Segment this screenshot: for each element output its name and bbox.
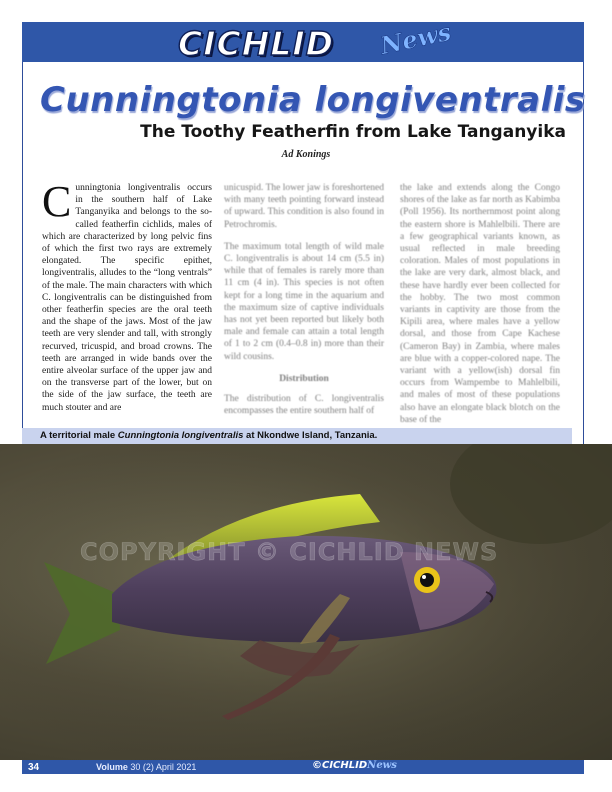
drop-cap: C bbox=[42, 177, 72, 226]
body-paragraph: The maximum total length of wild male C. longiventralis is about 14 cm (5.5 in) while that of females is rarely more than 11 cm (4 in). This species is not often kept for a long time in the aquarium and the maximum size of captive individuals has not yet been reported but likely both male and female can attain a total length of 1 to 2 cm (0.4–0.8 in) more than their wild cousins. bbox=[224, 241, 384, 362]
page-number: 34 bbox=[28, 762, 40, 773]
copyright-watermark: COPYRIGHT © CICHLID NEWS bbox=[80, 538, 499, 566]
masthead-news-script: News bbox=[377, 16, 454, 61]
body-text: unningtonia longiventralis occurs in the southern half of Lake Tanganyika and belongs to the so-called featherfin cichlids, males of which are characterized by long pelvic fins of which the first two rays are extremely elongated. The specific epithet, longiventralis, alludes to the “long ventrals” of the male. The main characters with which C. longiventralis can be distinguished from other featherfin species are the oral teeth and the shape of the jaws. Most of the jaw teeth are very slender and tall, with strongly recurved, tricuspid, and broad crowns. The teeth are arranged in wide bands over the entire alveolar surface of the upper jaw and on the transverse part of the lower, but on the side of the jaw surface, the teeth are much stouter and are bbox=[42, 183, 212, 413]
body-column-2 bbox=[224, 182, 384, 427]
footer-logo: ©CICHLIDNews bbox=[312, 760, 397, 771]
body-paragraph: unicuspid. The lower jaw is foreshortened with many teeth pointing forward instead of upward. This condition is also found in Petrochromis. bbox=[224, 183, 384, 230]
issue-info: Volume 30 (2) April 2021 bbox=[96, 762, 197, 772]
caption-species: Cunningtonia longiventralis bbox=[117, 430, 244, 441]
masthead-logo: CICHLID bbox=[178, 24, 335, 63]
eye-highlight bbox=[422, 575, 426, 579]
body-column-3 bbox=[400, 182, 560, 436]
author-byline: Ad Konings bbox=[281, 149, 331, 160]
fish-illustration bbox=[0, 444, 612, 760]
eye-pupil bbox=[420, 573, 434, 587]
fish-photo bbox=[0, 444, 612, 760]
body-column-1 bbox=[42, 177, 212, 424]
article-title: Cunningtonia longiventralis bbox=[40, 80, 586, 120]
body-paragraph: The distribution of C. longiventralis encompasses the entire southern half of bbox=[224, 394, 384, 417]
article-subtitle: The Toothy Featherfin from Lake Tanganyika bbox=[140, 122, 566, 142]
photo-caption: A territorial male Cunningtonia longiventralis at Nkondwe Island, Tanzania. bbox=[40, 430, 378, 441]
body-paragraph: the lake and extends along the Congo shores of the lake as far north as Kabimba (Poll 1956). Its northernmost point along the eastern shore is Mahlelbili. There are a few geographical variants known, as usual reflected in male breeding coloration. Males of most populations in the lake are very dark, almost black, and these have hardly ever been collected for the hobby. The two most common variants in captivity are those from the Kipili area, where males have a yellow dorsal, and those from Cape Kachese (Cameron Bay) in Zambia, where males are blue with a copper-colored nape. The variant with a yellow(ish) dorsal fin occurs from Wampembe to Mahlelbili, and males of most of these populations also have an elongate black blotch on the base of the bbox=[400, 183, 560, 425]
section-heading-distribution: Distribution bbox=[279, 373, 329, 384]
